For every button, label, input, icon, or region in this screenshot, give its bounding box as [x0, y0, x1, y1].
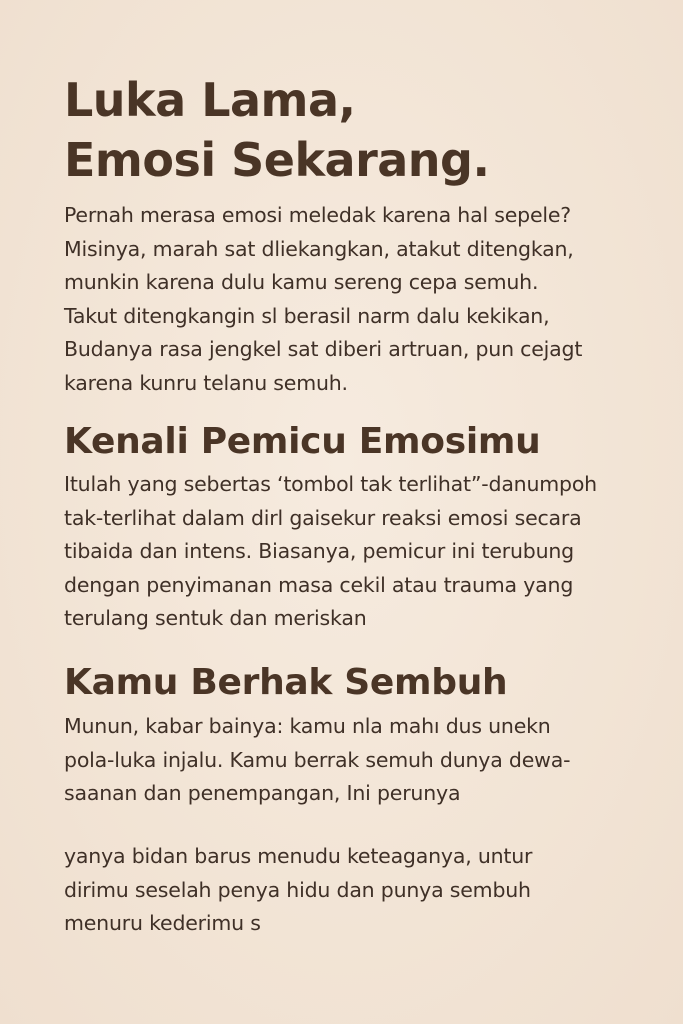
intro-line: karena kunru telanu semuh. — [64, 370, 348, 395]
closing-line: dirimu seselah penya hidu dan punya sembuh — [64, 877, 531, 902]
page-title — [64, 70, 644, 190]
intro-line: Misinya, marah sat dliekangkan, atakut ditengkan, — [64, 236, 574, 261]
title-line: Luka Lama, — [64, 73, 356, 127]
heal-line: pola-luka injalu. Kamu berrak semuh dunya dewa- — [64, 747, 571, 772]
closing-line: yanya bidan barus menudu keteaganya, untur — [64, 844, 533, 868]
intro-line: Pernah merasa emosi meledak karena hal sepele? — [64, 203, 571, 227]
triggers-line: Itulah yang sebertas ‘tombol tak terlihat”-danumpoh — [64, 472, 597, 496]
intro-line: Budanya rasa jengkel sat diberi artruan, pun cejagt — [64, 337, 583, 362]
intro-line: munkin karena dulu kamu sereng cepa semuh. — [64, 270, 539, 295]
triggers-line: tibaida dan intens. Biasanya, pemicur ini terubung — [64, 539, 574, 564]
section-heading-heal: Kamu Berhak Sembuh — [64, 662, 508, 703]
heal-line: saanan dan penempangan, Ini perunya — [64, 781, 461, 806]
triggers-paragraph — [64, 468, 664, 636]
section-heading-triggers: Kenali Pemicu Emosimu — [64, 421, 541, 462]
closing-paragraph — [64, 840, 664, 941]
intro-paragraph — [64, 199, 664, 401]
triggers-line: terulang sentuk dan meriskan — [64, 606, 367, 631]
triggers-line: tak-terlihat dalam dirl gaisekur reaksi emosi secara — [64, 505, 582, 530]
heal-paragraph — [64, 710, 664, 811]
closing-line: menuru kederimu s — [64, 911, 261, 936]
title-line: Emosi Sekarang. — [64, 133, 490, 187]
heal-line: Munun, kabar bainya: kamu nla mahı dus unekn — [64, 714, 551, 738]
intro-line: Takut ditengkangin sl berasil narm dalu kekikan, — [64, 303, 550, 328]
triggers-line: dengan penyimanan masa cekil atau trauma yang — [64, 572, 574, 597]
